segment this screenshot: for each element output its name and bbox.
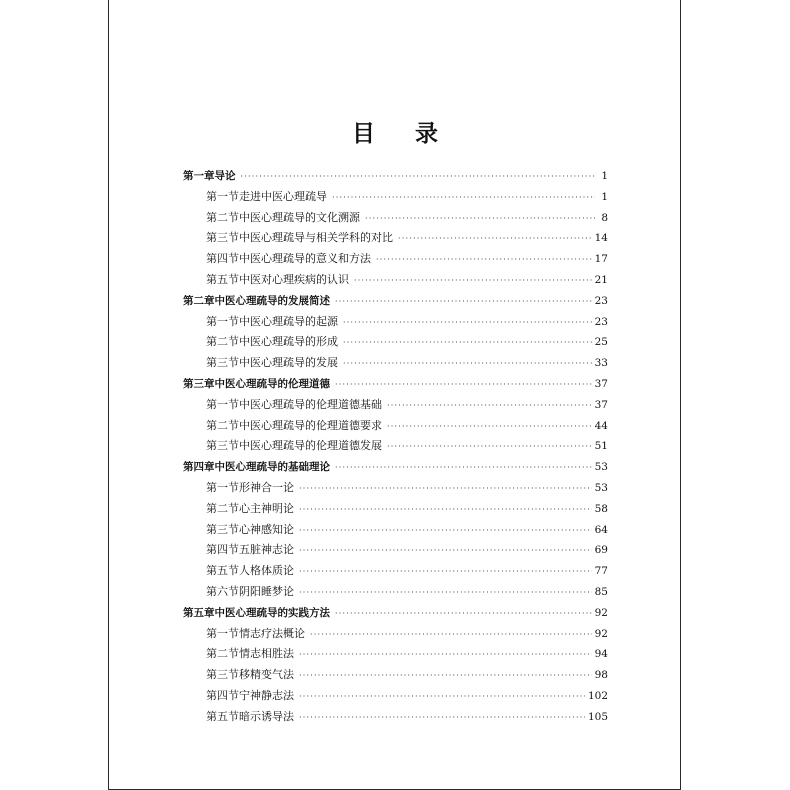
toc-page-number: 98 (594, 669, 608, 682)
toc-entry-title: 中医心理疏导的实践方法 (214, 606, 330, 619)
toc-chapter-row (183, 291, 608, 312)
toc-leader-dots (365, 209, 595, 230)
toc-entry-number: 第三节 (206, 668, 239, 682)
toc-entry-title: 五脏神志论 (239, 543, 294, 557)
toc-chapter-row (183, 374, 608, 395)
toc-leader-dots (335, 375, 592, 396)
toc-leader-dots (299, 708, 585, 729)
toc-entry-number: 第一节 (206, 397, 239, 411)
toc-entry-title: 中医心理疏导的起源 (239, 314, 338, 328)
toc-page-number: 25 (594, 336, 608, 349)
toc-leader-dots (343, 354, 592, 375)
toc-leader-dots (332, 188, 595, 209)
toc-page-number: 102 (587, 689, 608, 702)
toc-page-number: 51 (594, 440, 608, 453)
toc-leader-dots (299, 562, 592, 583)
toc-section-row (183, 624, 608, 645)
toc-entry-title: 中医心理疏导的伦理道德 (214, 377, 330, 390)
toc-entry-number: 第二节 (206, 418, 239, 432)
toc-leader-dots (335, 458, 592, 479)
toc-chapter-row (183, 603, 608, 624)
toc-entry-number: 第五节 (206, 564, 239, 578)
toc-entry-number: 第二节 (206, 647, 239, 661)
toc-entry-number: 第三节 (206, 522, 239, 536)
toc-page-number: 44 (594, 419, 608, 432)
toc-section-row (183, 228, 608, 249)
toc-entry-title: 人格体质论 (239, 564, 294, 578)
toc-entry-number: 第一节 (206, 480, 239, 494)
toc-entry-title: 中医心理疏导的基础理论 (214, 461, 330, 474)
toc-section-row (183, 520, 608, 541)
toc-page-number: 33 (594, 357, 608, 370)
toc-leader-dots (299, 687, 585, 708)
toc-entry-title: 暗示诱导法 (239, 709, 294, 723)
toc-entry-title: 中医心理疏导的伦理道德要求 (239, 418, 382, 432)
toc-section-row (183, 540, 608, 561)
toc-entry-title: 走进中医心理疏导 (239, 189, 327, 203)
toc-page-number: 58 (594, 502, 608, 515)
toc-section-row (183, 686, 608, 707)
toc-page-number: 21 (594, 273, 608, 286)
toc-entry-number: 第四章 (183, 461, 215, 474)
toc-page-number: 85 (594, 585, 608, 598)
toc-entry-title: 心神感知论 (239, 522, 294, 536)
toc-page-number: 53 (594, 481, 608, 494)
toc-leader-dots (335, 604, 592, 625)
toc-entry-number: 第四节 (206, 688, 239, 702)
toc-leader-dots (387, 396, 592, 417)
toc-entry-title: 中医心理疏导的伦理道德发展 (239, 439, 382, 453)
toc-leader-dots (387, 437, 592, 458)
toc-section-row (183, 707, 608, 728)
toc-section-row (183, 270, 608, 291)
toc-entry-number: 第一节 (206, 314, 239, 328)
toc-entry-title: 中医心理疏导与相关学科的对比 (239, 231, 393, 245)
toc-leader-dots (343, 333, 592, 354)
toc-entry-title: 心主神明论 (239, 501, 294, 515)
toc-leader-dots (354, 271, 592, 292)
page-title (0, 115, 790, 148)
toc-entry-number: 第二节 (206, 210, 239, 224)
toc-section-row (183, 478, 608, 499)
toc-leader-dots (310, 625, 592, 646)
toc-entry-number: 第三节 (206, 439, 239, 453)
toc-section-row (183, 249, 608, 270)
toc-leader-dots (343, 313, 592, 334)
toc-entry-title: 中医心理疏导的文化溯源 (239, 210, 360, 224)
toc-leader-dots (299, 521, 592, 542)
toc-leader-dots (299, 541, 592, 562)
toc-entry-number: 第三章 (183, 377, 215, 390)
toc-page-number: 64 (594, 523, 608, 536)
toc-page-number: 8 (601, 211, 608, 224)
toc-section-row (183, 561, 608, 582)
toc-entry-title: 中医心理疏导的发展简述 (214, 294, 330, 307)
toc-leader-dots (299, 583, 592, 604)
toc-entry-number: 第二节 (206, 501, 239, 515)
toc-entry-number: 第三节 (206, 356, 239, 370)
toc-section-row (183, 582, 608, 603)
toc-leader-dots (299, 500, 592, 521)
toc-entry-title: 中医心理疏导的意义和方法 (239, 252, 371, 266)
toc-leader-dots (376, 250, 592, 271)
toc-entry-title: 中医心理疏导的形成 (239, 335, 338, 349)
toc-entry-title: 移精变气法 (239, 668, 294, 682)
toc-entry-title: 中医对心理疾病的认识 (239, 272, 349, 286)
toc-entry-number: 第五节 (206, 709, 239, 723)
toc-page-number: 17 (594, 253, 608, 266)
toc-entry-number: 第四节 (206, 543, 239, 557)
toc-entry-number: 第三节 (206, 231, 239, 245)
toc-page-number: 37 (594, 398, 608, 411)
toc-entry-number: 第五章 (183, 606, 215, 619)
toc-section-row (183, 353, 608, 374)
toc-page-number: 53 (594, 461, 608, 474)
toc-chapter-row (183, 457, 608, 478)
toc-entry-title: 宁神静志法 (239, 688, 294, 702)
toc-page-number: 69 (594, 544, 608, 557)
toc-page-number: 94 (594, 648, 608, 661)
toc-chapter-row (183, 166, 608, 187)
toc-section-row (183, 644, 608, 665)
toc-page-number: 23 (594, 294, 608, 307)
toc-page-number: 1 (601, 170, 608, 182)
title-char-2: 录 (415, 121, 438, 147)
toc-entry-title: 中医心理疏导的发展 (239, 356, 338, 370)
toc-entry-number: 第一节 (206, 189, 239, 203)
toc-page-number: 77 (594, 565, 608, 578)
table-of-contents (183, 166, 608, 728)
toc-entry-title: 情志相胜法 (239, 647, 294, 661)
toc-section-row (183, 395, 608, 416)
toc-leader-dots (299, 666, 592, 687)
toc-page-number: 92 (594, 606, 608, 619)
toc-entry-number: 第六节 (206, 584, 239, 598)
toc-section-row (183, 312, 608, 333)
toc-page-number: 1 (601, 190, 608, 203)
toc-entry-number: 第一节 (206, 626, 239, 640)
toc-page-number: 92 (594, 627, 608, 640)
toc-entry-number: 第四节 (206, 252, 239, 266)
toc-leader-dots (398, 229, 592, 250)
toc-entry-number: 第五节 (206, 272, 239, 286)
toc-entry-title: 形神合一论 (239, 480, 294, 494)
toc-entry-title: 情志疗法概论 (239, 626, 305, 640)
toc-leader-dots (335, 292, 592, 313)
toc-section-row (183, 332, 608, 353)
title-char-1: 目 (352, 121, 375, 147)
toc-section-row (183, 187, 608, 208)
toc-leader-dots (387, 417, 592, 438)
toc-entry-title: 阴阳睡梦论 (239, 584, 294, 598)
toc-entry-title: 中医心理疏导的伦理道德基础 (239, 397, 382, 411)
toc-leader-dots (299, 645, 592, 666)
toc-section-row (183, 665, 608, 686)
toc-leader-dots (299, 479, 592, 500)
toc-page-number: 14 (594, 232, 608, 245)
toc-entry-number: 第二节 (206, 335, 239, 349)
toc-section-row (183, 499, 608, 520)
toc-section-row (183, 416, 608, 437)
toc-section-row (183, 208, 608, 229)
toc-entry-number: 第一章 (183, 170, 215, 182)
toc-section-row (183, 436, 608, 457)
toc-leader-dots (241, 167, 596, 188)
toc-page-number: 23 (594, 315, 608, 328)
toc-entry-number: 第二章 (183, 294, 215, 307)
toc-entry-title: 导论 (214, 170, 236, 182)
toc-page-number: 105 (587, 710, 608, 723)
toc-page-number: 37 (594, 377, 608, 390)
